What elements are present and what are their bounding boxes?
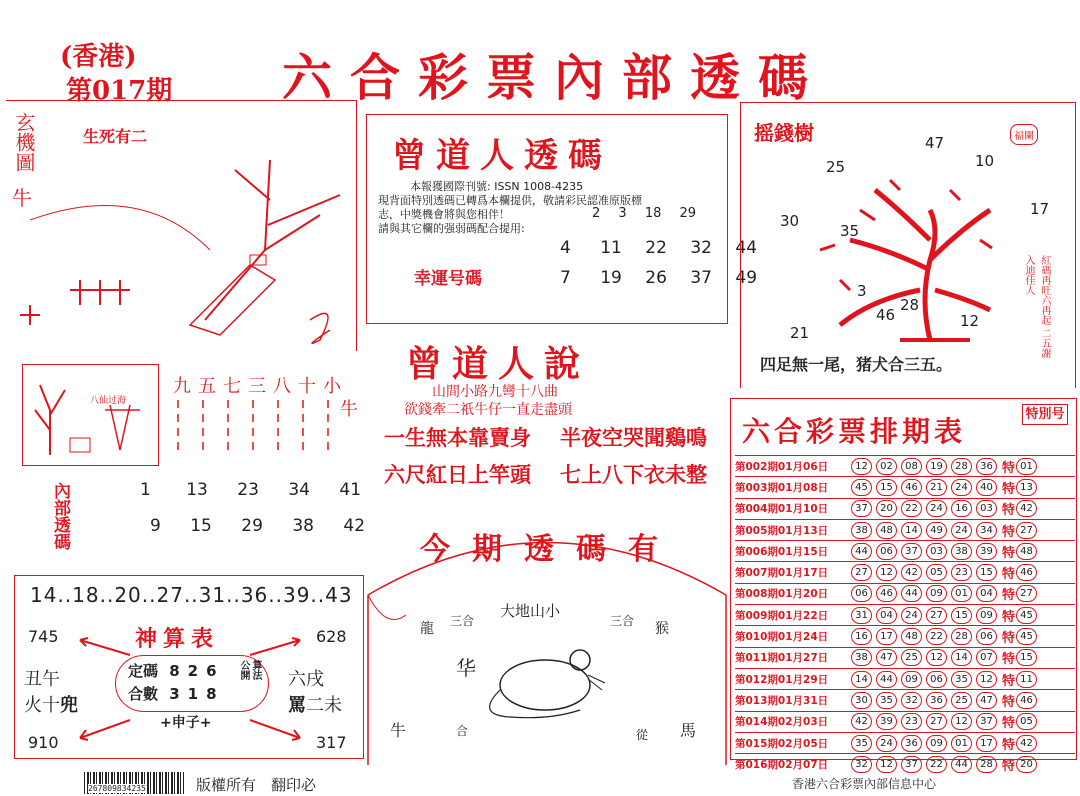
side-label-2: 公開	[238, 660, 249, 680]
ball-number: 36	[926, 692, 947, 709]
column-marks	[170, 395, 355, 465]
corner-tl: 745	[28, 627, 59, 646]
poem-2b: 七上八下衣未整	[560, 462, 707, 487]
zodiac-dragon: 龍	[420, 621, 434, 637]
schedule-row	[735, 711, 1075, 732]
col-2: 五	[198, 376, 216, 397]
ball-number: 32	[851, 756, 872, 773]
tree-num: 10	[975, 152, 995, 170]
ball-number: 47	[876, 649, 897, 666]
num: 37	[690, 268, 712, 288]
ball-number: 40	[976, 479, 997, 496]
tree-num: 17	[1030, 200, 1050, 218]
ball-number: 27	[926, 713, 947, 730]
issue-number: 第017期	[66, 76, 173, 106]
ball-number: 35	[951, 671, 972, 688]
num: 26	[645, 268, 667, 288]
special-marker: 特	[1002, 737, 1016, 753]
draw-date: 第007期01月17日	[735, 567, 829, 580]
ball-number: 06	[926, 671, 947, 688]
num: 15	[190, 516, 212, 536]
info-line-1: 本報獲國際刊號: ISSN 1008-4235	[410, 180, 584, 193]
draw-date: 第016期02月07日	[735, 758, 829, 771]
num: 22	[645, 238, 667, 258]
tree-num: 3	[857, 282, 867, 300]
ball-number: 48	[901, 628, 922, 645]
tree-num: 28	[900, 296, 920, 314]
this-issue-title: 今期透碼有	[420, 532, 680, 567]
row-b-label: 合數	[128, 685, 159, 703]
special-marker: 特	[1002, 694, 1016, 710]
region-label: (香港)	[60, 42, 137, 72]
draw-date: 第008期01月20日	[735, 588, 829, 601]
ball-number: 24	[876, 735, 897, 752]
inner-code-label: 內部透碼	[50, 482, 70, 550]
ball-number: 42	[901, 564, 922, 581]
ball-number: 15	[951, 607, 972, 624]
row-a-label: 定碼	[128, 662, 159, 680]
special-ball: 45	[1016, 628, 1037, 645]
ball-number: 09	[976, 607, 997, 624]
tree-sketch	[20, 140, 360, 350]
special-ball: 05	[1016, 713, 1037, 730]
char: 未	[324, 695, 342, 716]
special-marker: 特	[1002, 588, 1016, 604]
special-ball: 27	[1016, 522, 1037, 539]
draw-date: 第002期01月06日	[735, 460, 829, 473]
number-line: 14..18..20..27..31..36..39..43	[30, 583, 353, 607]
tree-num: 21	[790, 324, 810, 342]
num: 44	[735, 238, 758, 258]
ball-number: 06	[976, 628, 997, 645]
center-top-row0	[592, 206, 696, 221]
schedule-row	[735, 519, 1075, 540]
zodiac-ox: 牛	[390, 721, 407, 740]
info-line-3: 志，中獎機會將與您相伴！	[378, 208, 510, 221]
schedule-row	[735, 540, 1075, 561]
zeng-code-title: 曾道人透碼	[392, 136, 612, 176]
schedule-row	[735, 647, 1075, 668]
tree-num: 47	[925, 134, 945, 152]
ball-number: 25	[951, 692, 972, 709]
char: 火	[24, 695, 42, 716]
ball-number: 22	[926, 628, 947, 645]
special-marker: 特	[1002, 716, 1016, 732]
ball-number: 04	[976, 585, 997, 602]
num: 38	[292, 516, 314, 536]
special-ball: 20	[1016, 756, 1037, 773]
special-ball: 15	[1016, 649, 1037, 666]
ball-number: 09	[901, 671, 922, 688]
barcode-number: 267809834235	[88, 784, 146, 793]
num: 29	[679, 206, 697, 221]
special-number-label: 特別号	[1022, 404, 1068, 425]
ball-number: 17	[876, 628, 897, 645]
calc-title: 神算表	[135, 626, 220, 652]
draw-date: 第010期01月24日	[735, 631, 829, 644]
ball-number: 24	[901, 607, 922, 624]
ball-number: 46	[876, 585, 897, 602]
special-ball: 48	[1016, 543, 1037, 560]
ball-number: 46	[901, 479, 922, 496]
schedule-row	[735, 476, 1075, 497]
num: 9	[150, 516, 161, 536]
zodiac-char: 牛	[12, 186, 32, 210]
side-label-1: 算法	[250, 660, 261, 680]
num: 4	[560, 238, 571, 258]
ball-number: 38	[851, 522, 872, 539]
schedule-title: 六合彩票排期表	[742, 415, 967, 448]
schedule-row	[735, 583, 1075, 604]
page-title: 六合彩票內部透碼	[282, 48, 826, 107]
num: 3	[618, 206, 627, 221]
corner-bl: 910	[28, 733, 59, 752]
char: 午	[42, 669, 60, 690]
ball-number: 12	[926, 649, 947, 666]
num: 2	[592, 206, 601, 221]
ball-number: 12	[876, 756, 897, 773]
ball-number: 34	[976, 522, 997, 539]
left-num-row2	[150, 516, 365, 536]
riddle-text: 大地山小	[500, 602, 561, 620]
zodiac-monkey: 猴	[655, 621, 669, 637]
ball-number: 32	[901, 692, 922, 709]
special-ball: 46	[1016, 564, 1037, 581]
num: 42	[343, 516, 366, 536]
ball-number: 49	[926, 522, 947, 539]
ball-number: 30	[851, 692, 872, 709]
ball-number: 38	[851, 649, 872, 666]
ball-number: 16	[951, 500, 972, 517]
eight-immortals-label: 八仙过海	[90, 396, 127, 406]
num: 41	[339, 480, 362, 500]
schedule-row	[735, 625, 1075, 646]
ball-number: 07	[976, 649, 997, 666]
ball-number: 39	[976, 543, 997, 560]
ball-number: 38	[951, 543, 972, 560]
ball-number: 03	[976, 500, 997, 517]
special-marker: 特	[1002, 567, 1016, 583]
schedule-table	[735, 455, 1075, 774]
poem-2a: 六尺紅日上竿頭	[384, 462, 531, 487]
publisher: 香港六合彩票內部信息中心	[792, 777, 937, 791]
verse-line-1: 山間小路九彎十八曲	[432, 384, 558, 400]
schedule-row	[735, 732, 1075, 753]
ball-number: 12	[876, 564, 897, 581]
char: 兜	[60, 695, 78, 716]
ball-number: 05	[926, 564, 947, 581]
info-line-2: 現背面特別透碼已轉爲本欄提供，敬請彩民認准原版標	[378, 194, 642, 207]
char: 六	[288, 669, 306, 690]
ball-number: 01	[951, 735, 972, 752]
copyright: 版權所有 翻印必	[196, 776, 317, 794]
mystery-chart-label: 玄機圖	[12, 112, 36, 172]
he-char: 合	[456, 724, 469, 738]
draw-date: 第012期01月29日	[735, 673, 829, 686]
corner-br: 317	[316, 733, 347, 752]
left-num-row1	[140, 480, 361, 500]
draw-date: 第004期01月10日	[735, 503, 829, 516]
special-marker: 特	[1002, 524, 1016, 540]
ball-number: 37	[901, 543, 922, 560]
col-8: 牛	[340, 399, 358, 420]
schedule-row	[735, 753, 1075, 774]
tree-num: 30	[780, 212, 800, 230]
ball-number: 45	[851, 479, 872, 496]
ball-number: 27	[851, 564, 872, 581]
col-6: 十	[298, 376, 316, 397]
ball-number: 28	[951, 628, 972, 645]
ball-number: 12	[851, 458, 872, 475]
ball-number: 14	[851, 671, 872, 688]
char: 丑	[24, 669, 42, 690]
num: 29	[241, 516, 263, 536]
schedule-row	[735, 498, 1075, 519]
plant-sketch-icon	[30, 370, 150, 460]
ball-number: 06	[851, 585, 872, 602]
special-marker: 特	[1002, 631, 1016, 647]
tree-num: 46	[876, 306, 896, 324]
special-marker: 特	[1002, 758, 1016, 774]
ball-number: 19	[926, 458, 947, 475]
ball-number: 37	[976, 713, 997, 730]
ball-number: 22	[926, 756, 947, 773]
corner-tr: 628	[316, 627, 347, 646]
center-top-row1	[560, 238, 757, 258]
ball-number: 37	[901, 756, 922, 773]
ball-number: 12	[951, 713, 972, 730]
ball-number: 44	[876, 671, 897, 688]
poem-1b: 半夜空哭聞鷄鳴	[560, 425, 707, 450]
sanhe-left: 三合	[450, 614, 475, 628]
special-marker: 特	[1002, 481, 1016, 497]
tree-side-text: 紅碼再旺六再起 二五謝入迪佳人	[1023, 255, 1050, 359]
ball-number: 06	[876, 543, 897, 560]
center-top-row2	[560, 268, 757, 288]
sanhe-right: 三合	[610, 614, 635, 628]
ball-number: 44	[901, 585, 922, 602]
ball-number: 28	[976, 756, 997, 773]
special-marker: 特	[1002, 460, 1016, 476]
ball-number: 04	[876, 607, 897, 624]
poem-1a: 一生無本靠賣身	[384, 425, 531, 450]
special-ball: 27	[1016, 585, 1037, 602]
row-a-value: 826	[169, 662, 225, 680]
char: 罵	[288, 695, 306, 716]
rat-icon	[480, 635, 620, 725]
ball-number: 08	[901, 458, 922, 475]
ball-number: 31	[851, 607, 872, 624]
ball-number: 36	[976, 458, 997, 475]
ball-number: 44	[951, 756, 972, 773]
ball-number: 35	[876, 692, 897, 709]
schedule-row	[735, 668, 1075, 689]
ball-number: 24	[951, 522, 972, 539]
col-4: 三	[248, 376, 266, 397]
tree-num: 35	[840, 222, 860, 240]
special-ball: 11	[1016, 671, 1037, 688]
ball-number: 25	[901, 649, 922, 666]
ball-number: 48	[876, 522, 897, 539]
ball-number: 28	[951, 458, 972, 475]
tree-footer: 四足無一尾，猪犬合三五。	[760, 355, 953, 374]
ball-number: 09	[926, 735, 947, 752]
ball-number: 20	[876, 500, 897, 517]
schedule-row	[735, 604, 1075, 625]
ball-number: 42	[851, 713, 872, 730]
schedule-row	[735, 561, 1075, 582]
ball-number: 23	[901, 713, 922, 730]
draw-date: 第013期01月31日	[735, 694, 829, 707]
ball-number: 47	[976, 692, 997, 709]
schedule-row	[735, 689, 1075, 710]
zeng-says-title: 曾道人說	[406, 343, 591, 385]
special-marker: 特	[1002, 545, 1016, 561]
special-ball: 42	[1016, 500, 1037, 517]
ball-number: 44	[851, 543, 872, 560]
calc-foot: +申子+	[160, 715, 212, 731]
special-marker: 特	[1002, 503, 1016, 519]
ball-number: 14	[951, 649, 972, 666]
char: 戌	[306, 669, 324, 690]
mystery-caption: 生死有二	[83, 127, 148, 146]
num: 23	[237, 480, 259, 500]
col-3: 七	[223, 376, 241, 397]
ball-number: 15	[876, 479, 897, 496]
ball-number: 24	[951, 479, 972, 496]
char: 十	[42, 695, 60, 716]
draw-date: 第003期01月08日	[735, 481, 829, 494]
draw-date: 第014期02月03日	[735, 716, 829, 729]
draw-date: 第005期01月13日	[735, 524, 829, 537]
char: 二	[306, 695, 324, 716]
money-tree-title: 摇錢樹	[754, 121, 814, 145]
ball-number: 17	[976, 735, 997, 752]
num: 19	[600, 268, 622, 288]
hua-char: 华	[456, 656, 476, 680]
ball-number: 01	[951, 585, 972, 602]
special-ball: 13	[1016, 479, 1037, 496]
fortune-badge: 福闌	[1010, 124, 1038, 145]
special-ball: 45	[1016, 607, 1037, 624]
num: 18	[644, 206, 662, 221]
ball-number: 37	[851, 500, 872, 517]
draw-date: 第006期01月15日	[735, 545, 829, 558]
num: 7	[560, 268, 571, 288]
draw-date: 第011期01月27日	[735, 652, 829, 665]
ball-number: 03	[926, 543, 947, 560]
tree-num: 25	[826, 158, 846, 176]
ball-number: 36	[901, 735, 922, 752]
special-ball: 01	[1016, 458, 1037, 475]
num: 32	[690, 238, 712, 258]
zodiac-horse: 馬	[680, 721, 697, 740]
num: 11	[600, 238, 622, 258]
ball-number: 23	[951, 564, 972, 581]
ball-number: 22	[901, 500, 922, 517]
num: 1	[140, 480, 151, 500]
ball-number: 21	[926, 479, 947, 496]
tree-num: 12	[960, 312, 980, 330]
info-line-4: 請與其它欄的强弱碼配合提用:	[378, 222, 525, 235]
row-b-value: 318	[169, 685, 225, 703]
ball-number: 24	[926, 500, 947, 517]
ball-number: 35	[851, 735, 872, 752]
special-ball: 42	[1016, 735, 1037, 752]
verse-line-2: 欲錢牽二祇牛仔一直走盡頭	[404, 402, 572, 418]
special-ball: 46	[1016, 692, 1037, 709]
schedule-row	[735, 455, 1075, 476]
num: 13	[186, 480, 208, 500]
ball-number: 02	[876, 458, 897, 475]
cong-char: 從	[636, 728, 649, 742]
ball-number: 15	[976, 564, 997, 581]
ball-number: 12	[976, 671, 997, 688]
ball-number: 14	[901, 522, 922, 539]
ball-number: 16	[851, 628, 872, 645]
num: 34	[288, 480, 310, 500]
special-marker: 特	[1002, 609, 1016, 625]
ball-number: 27	[926, 607, 947, 624]
col-7: 小	[323, 376, 341, 397]
lucky-number-stamp: 幸運号碼	[414, 269, 482, 289]
special-marker: 特	[1002, 673, 1016, 689]
ball-number: 09	[926, 585, 947, 602]
arrows-icon	[60, 630, 320, 745]
special-marker: 特	[1002, 652, 1016, 668]
draw-date: 第009期01月22日	[735, 609, 829, 622]
ball-number: 39	[876, 713, 897, 730]
num: 49	[735, 268, 758, 288]
draw-date: 第015期02月05日	[735, 737, 829, 750]
col-5: 八	[273, 376, 291, 397]
col-1: 九	[173, 376, 191, 397]
